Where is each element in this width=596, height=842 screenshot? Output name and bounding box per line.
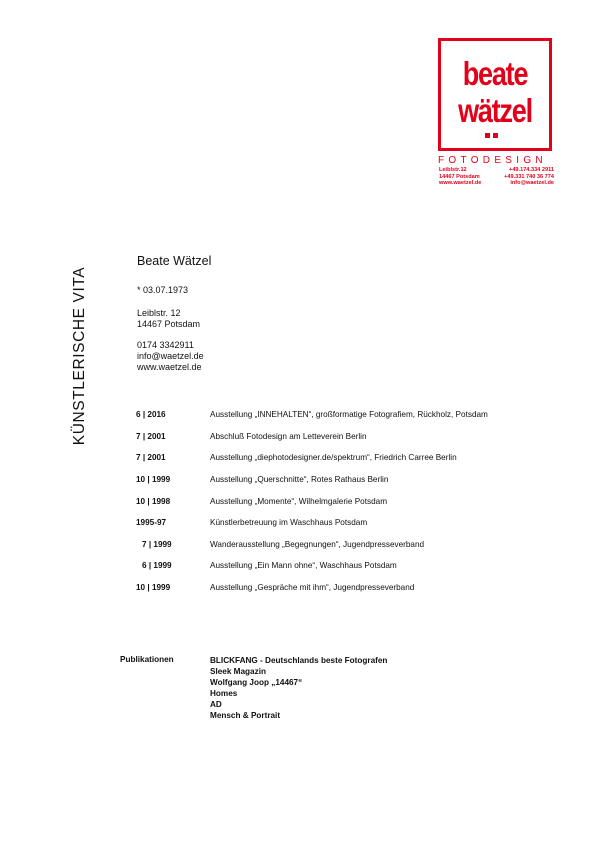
header-address-street: Leiblstr.12 [439, 167, 467, 173]
timeline-description: Wanderausstellung „Begegnungen“, Jugendpresseverband [210, 540, 425, 549]
timeline-date: 6 | 1999 [142, 561, 172, 570]
address-street: Leiblstr. 12 [137, 308, 181, 318]
publication-item: Wolfgang Joop „14467“ [210, 678, 303, 687]
person-name: Beate Wätzel [137, 254, 212, 268]
header-email-link[interactable]: info@waetzel.de [510, 180, 554, 187]
birth-date: * 03.07.1973 [137, 285, 189, 295]
email-link[interactable]: info@waetzel.de [137, 351, 204, 361]
header-website-link[interactable]: www.waetzel.de [439, 180, 482, 187]
header-contact-row [439, 180, 554, 187]
publication-item: BLICKFANG - Deutschlands beste Fotografen [210, 656, 388, 665]
header-phone-mobile: +49.174.334 2911 [509, 167, 554, 173]
timeline-description: Künstlerbetreuung im Waschhaus Potsdam [210, 518, 368, 527]
publication-item: Homes [210, 689, 238, 698]
publications-label: Publikationen [120, 655, 174, 664]
header-contact-row [439, 167, 554, 174]
header-contact-row [439, 174, 554, 181]
address-city: 14467 Potsdam [137, 319, 201, 329]
publication-item: Sleek Magazin [210, 667, 266, 676]
timeline-date: 10 | 1999 [136, 583, 171, 592]
timeline-description: Ausstellung „Ein Mann ohne“, Waschhaus Potsdam [210, 561, 397, 570]
timeline-date: 10 | 1999 [136, 475, 171, 484]
timeline-date: 7 | 2001 [136, 453, 166, 462]
header-contact-block [439, 167, 554, 187]
timeline-row [0, 560, 596, 572]
timeline-date: 1995-97 [136, 518, 167, 527]
timeline-description: Abschluß Fotodesign am Letteverein Berlin [210, 432, 367, 441]
timeline-description: Ausstellung „diephotodesigner.de/spektrum“, Friedrich Carree Berlin [210, 453, 457, 462]
phone-number: 0174 3342911 [137, 340, 194, 350]
timeline-description: Ausstellung „Gespräche mit ihm“, Jugendpresseverband [210, 583, 415, 592]
publication-item: AD [210, 700, 222, 709]
timeline-date: 7 | 2001 [136, 432, 166, 441]
header-address-city: 14467 Potsdam [439, 173, 480, 180]
timeline-row [0, 452, 596, 464]
timeline-row [0, 496, 596, 508]
header-phone-landline: +49.331 740 36 774 [504, 173, 554, 180]
timeline-row [0, 539, 596, 551]
website-link[interactable]: www.waetzel.de [137, 362, 202, 372]
timeline-row [0, 517, 596, 529]
timeline-description: Ausstellung „Momente“, Wilhelmgalerie Potsdam [210, 497, 388, 506]
timeline-row [0, 409, 596, 421]
logo-tagline: FOTODESIGN [438, 155, 547, 166]
timeline-row [0, 431, 596, 443]
timeline-date: 6 | 2016 [136, 410, 166, 419]
brand-logo [438, 38, 552, 151]
timeline-date: 7 | 1999 [142, 540, 172, 549]
logo-word-last-name: wätzel [458, 92, 532, 129]
page-title: KÜNSTLERISCHE VITA [71, 266, 88, 446]
timeline-row [0, 474, 596, 486]
timeline-row [0, 582, 596, 594]
publication-item: Mensch & Portrait [210, 711, 281, 720]
timeline-description: Ausstellung „Querschnitte“, Rotes Rathaus Berlin [210, 475, 389, 484]
logo-umlaut-dots [485, 133, 499, 139]
timeline-date: 10 | 1998 [136, 497, 171, 506]
logo-word-first-name: beate [462, 55, 528, 92]
timeline-description: Ausstellung „INNEHALTEN“, großformatige Fotografiem, Rückholz, Potsdam [210, 410, 488, 419]
